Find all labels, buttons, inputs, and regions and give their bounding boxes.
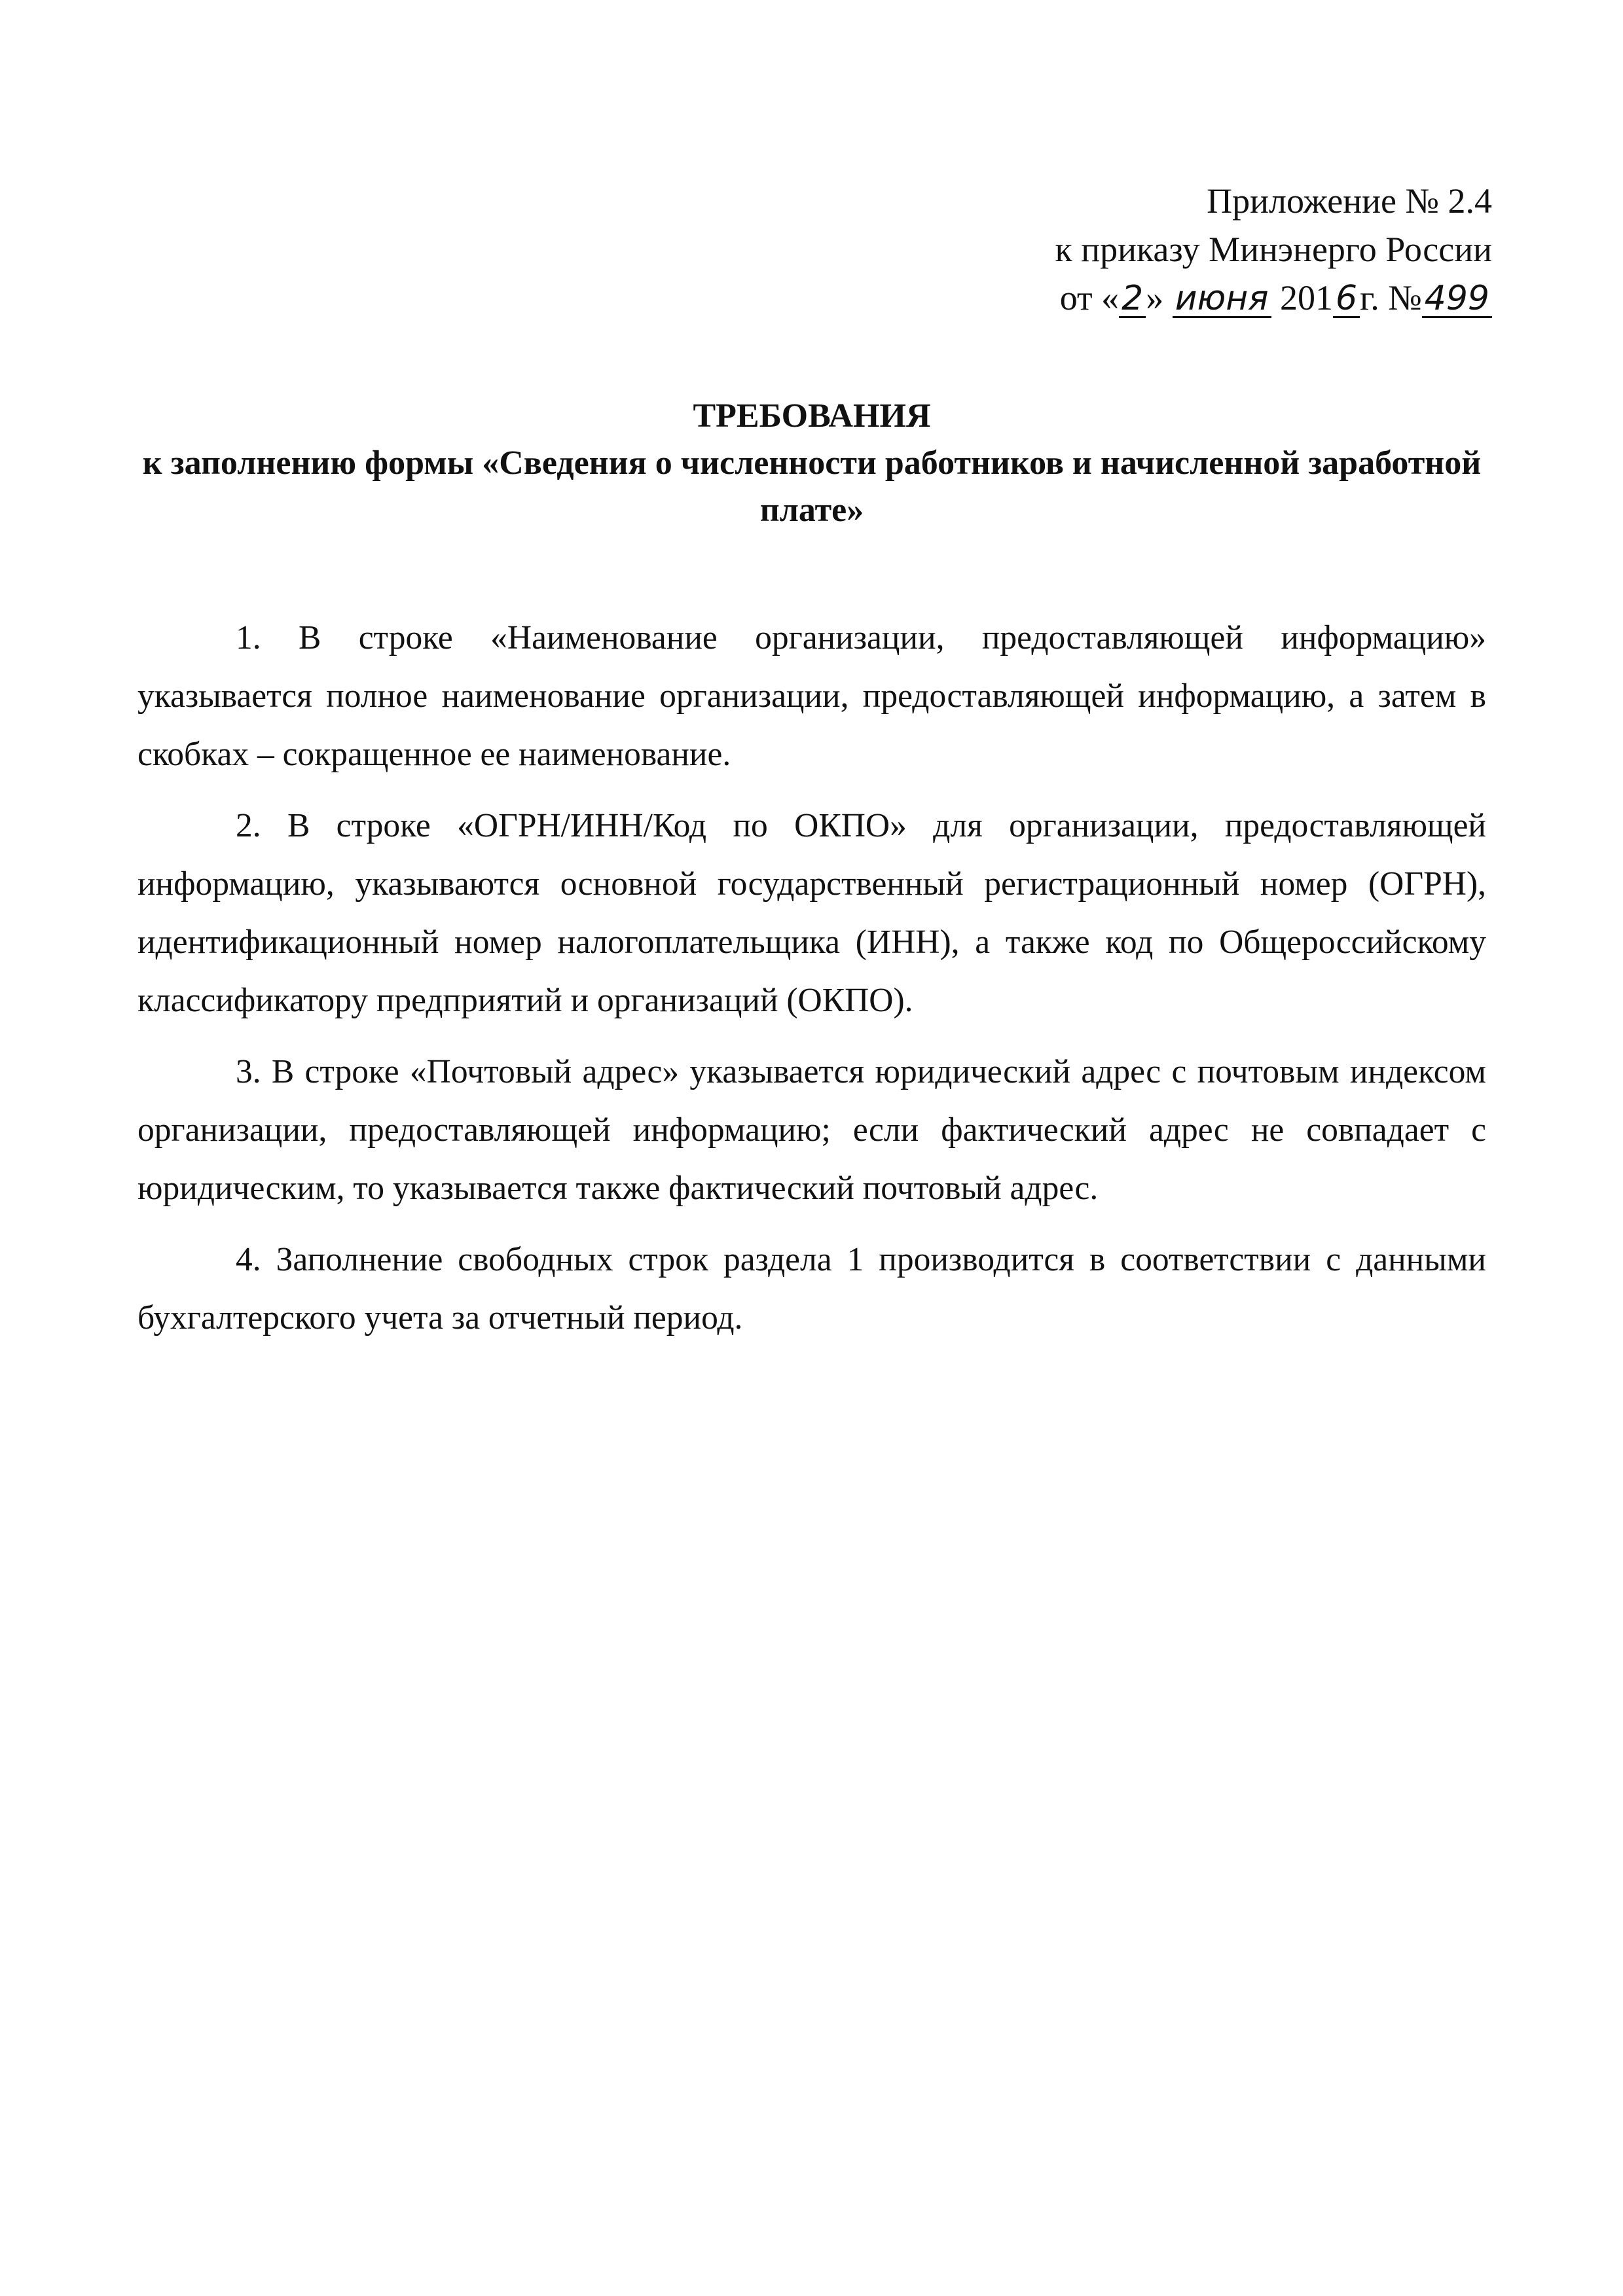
handwritten-year-digit: 6	[1333, 281, 1360, 318]
appendix-header	[903, 177, 1492, 322]
title-subtitle: к заполнению формы «Сведения о численности работников и начисленной заработной плате»	[142, 444, 1482, 529]
date-year-prefix: 201	[1280, 278, 1334, 317]
date-after-year: г. №	[1360, 278, 1422, 317]
requirement-paragraph-4: 4. Заполнение свободных строк раздела 1 производится в соответствии с данными бухгалтерского учета за отчетный период.	[137, 1241, 1486, 1336]
handwritten-month: июня	[1173, 281, 1271, 318]
appendix-number: Приложение № 2.4	[1207, 181, 1492, 221]
date-prefix: от «	[1059, 278, 1120, 317]
date-mid: »	[1146, 278, 1164, 317]
order-reference: к приказу Минэнерго России	[1055, 230, 1492, 269]
document-title	[137, 393, 1486, 534]
order-date-line	[903, 274, 1492, 322]
requirement-paragraph-2: 2. В строке «ОГРН/ИНН/Код по ОКПО» для организации, предоставляющей информацию, указываются основной государственный регистрационный номер (ОГРН), идентификационный номер налогоплательщика (ИНН), а также код по Общероссийскому классификатору предприятий и организаций (ОКПО).	[137, 807, 1486, 1019]
handwritten-day: 2	[1119, 281, 1146, 318]
requirements-body	[137, 609, 1486, 1360]
handwritten-order-number: 499	[1422, 281, 1492, 318]
requirement-paragraph-3: 3. В строке «Почтовый адрес» указывается юридический адрес с почтовым индексом организации, предоставляющей информацию; если фактический адрес не совпадает с юридическим, то указывается также фактический почтовый адрес.	[137, 1053, 1486, 1207]
title-heading: ТРЕБОВАНИЯ	[693, 397, 931, 435]
requirement-paragraph-1: 1. В строке «Наименование организации, предоставляющей информацию» указывается полное наименование организации, предоставляющей информацию, а затем в скобках – сокращенное ее наименование.	[137, 619, 1486, 773]
